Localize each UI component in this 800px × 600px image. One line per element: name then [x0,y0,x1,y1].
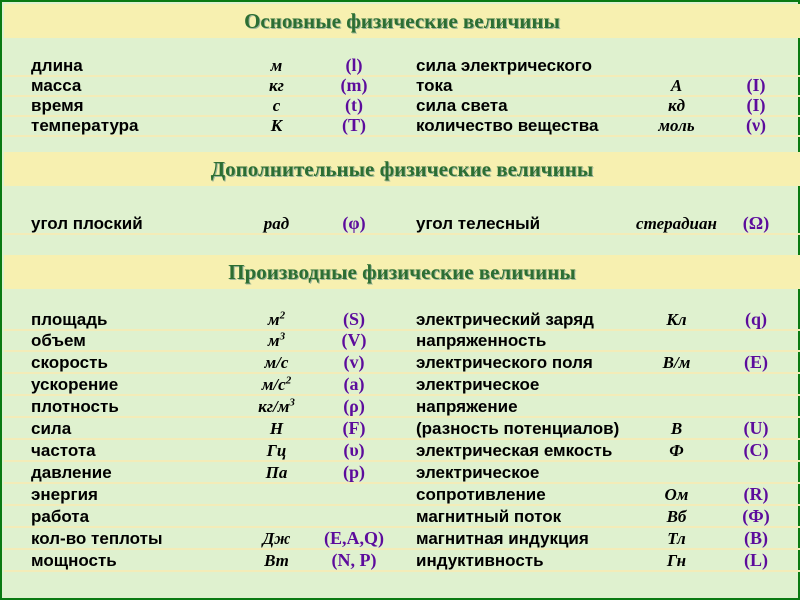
symbol: (F) [342,418,366,438]
basic-row [4,76,800,97]
symbol: (t) [345,95,363,115]
unit: Вб [666,507,687,526]
quantity-name: мощность [31,551,117,570]
symbol: (S) [343,309,365,329]
quantity-name: площадь [31,310,108,329]
unit: кд [667,96,686,115]
unit-text: кг/м [258,397,290,416]
quantity-name: электрического поля [416,353,593,372]
quantity-name: электрический заряд [416,310,594,329]
quantity-name: магнитная индукция [416,529,589,548]
quantity-name: длина [31,56,83,75]
symbol: (a) [343,374,365,394]
unit-text: Дж [262,529,291,548]
symbol: (L) [744,550,768,570]
basic-title: Основные физические величины [244,9,560,33]
quantity-name: электрическое [416,375,540,394]
unit [229,419,324,438]
basic-quantities-header [4,4,800,38]
quantity-name: напряженность [416,331,547,350]
symbol: (φ) [342,213,366,233]
symbol: (E) [744,352,768,372]
unit [229,397,324,416]
additional-row [4,214,800,235]
symbol: (I) [746,95,766,115]
unit: с [272,96,281,115]
unit: Ф [669,441,684,460]
quantity-name: количество вещества [416,116,599,135]
derived-row [4,485,800,506]
unit-text: м [267,331,280,350]
quantity-name: температура [31,116,139,135]
derived-row [4,375,800,396]
unit-exponent: 3 [279,330,286,343]
derived-title: Производные физические величины [228,260,576,284]
symbol: (υ) [343,440,365,460]
symbol: (p) [343,462,365,482]
quantity-name: индуктивность [416,551,544,570]
symbol: (N, P) [331,550,377,570]
derived-row [4,419,800,440]
quantity-name: угол телесный [416,214,541,233]
unit [229,441,324,460]
unit: м [270,56,283,75]
unit: кг [269,76,284,95]
unit-text: Гц [266,441,287,460]
unit: К [270,116,283,135]
unit-text: Н [269,419,284,438]
basic-row [4,56,800,77]
unit-text: м/с [261,375,286,394]
quantity-name: объем [31,331,86,350]
quantity-name: сила [31,419,72,438]
unit: Ом [664,485,689,504]
quantity-name: работа [31,507,90,526]
symbol: (E,A,Q) [324,528,384,548]
quantity-name: сопротивление [416,485,546,504]
derived-quantities-header [4,255,800,289]
symbol: (m) [340,75,368,95]
symbol: (U) [743,418,769,438]
symbol: (ρ) [343,396,365,416]
unit: В [670,419,683,438]
quantity-name: кол-во теплоты [31,529,163,548]
unit [229,463,324,482]
unit-text: Па [265,463,288,482]
symbol: (ν) [745,115,767,135]
derived-row [4,397,800,418]
symbol: (T) [342,115,366,135]
quantity-name: магнитный поток [416,507,562,526]
quantity-name: давление [31,463,112,482]
unit: рад [263,214,290,233]
symbol: (B) [744,528,768,548]
derived-row [4,463,800,484]
derived-row [4,529,800,550]
unit [229,310,324,329]
unit-exponent: 2 [285,374,292,387]
unit [229,353,324,372]
quantity-name: напряжение [416,397,518,416]
quantity-name: электрическая емкость [416,441,613,460]
unit [229,529,324,548]
derived-row [4,551,800,572]
quantity-name: ускорение [31,375,119,394]
basic-row [4,96,800,117]
unit [229,375,324,394]
unit-exponent: 2 [279,309,286,322]
symbol: (C) [743,440,769,460]
symbol: (q) [745,309,767,329]
symbol: (l) [345,55,363,75]
basic-row [4,116,800,137]
symbol: (V) [341,330,367,350]
quantity-name: энергия [31,485,98,504]
quantity-name: сила света [416,96,508,115]
symbol: (I) [746,75,766,95]
derived-row [4,353,800,374]
unit: стерадиан [636,214,717,233]
derived-row [4,310,800,331]
unit-exponent: 3 [289,396,295,409]
quantity-name: тока [416,76,453,95]
quantity-name: сила электрического [416,56,593,75]
quantity-name: частота [31,441,96,460]
quantity-name: угол плоский [31,214,143,233]
unit [229,331,324,350]
symbol: (Ф) [742,506,770,526]
unit-text: м/с [264,353,289,372]
unit: А [670,76,683,95]
unit: Тл [667,529,686,548]
additional-quantities-header [4,152,800,186]
additional-title: Дополнительные физические величины [210,157,594,181]
quantity-name: масса [31,76,82,95]
unit: В/м [662,353,691,372]
quantity-name: (разность потенциалов) [416,419,620,438]
symbol: (v) [343,352,365,372]
derived-row [4,441,800,462]
unit-text: м [267,310,280,329]
unit: моль [658,116,695,135]
symbol: (Ω) [742,213,770,233]
unit-text: Вт [264,551,289,570]
unit: Гн [666,551,687,570]
unit [229,551,324,570]
quantity-name: плотность [31,397,119,416]
quantity-name: электрическое [416,463,540,482]
quantity-name: скорость [31,353,108,372]
unit: Кл [666,310,687,329]
derived-row [4,331,800,352]
derived-row [4,507,800,528]
quantity-name: время [31,96,84,115]
symbol: (R) [743,484,769,504]
